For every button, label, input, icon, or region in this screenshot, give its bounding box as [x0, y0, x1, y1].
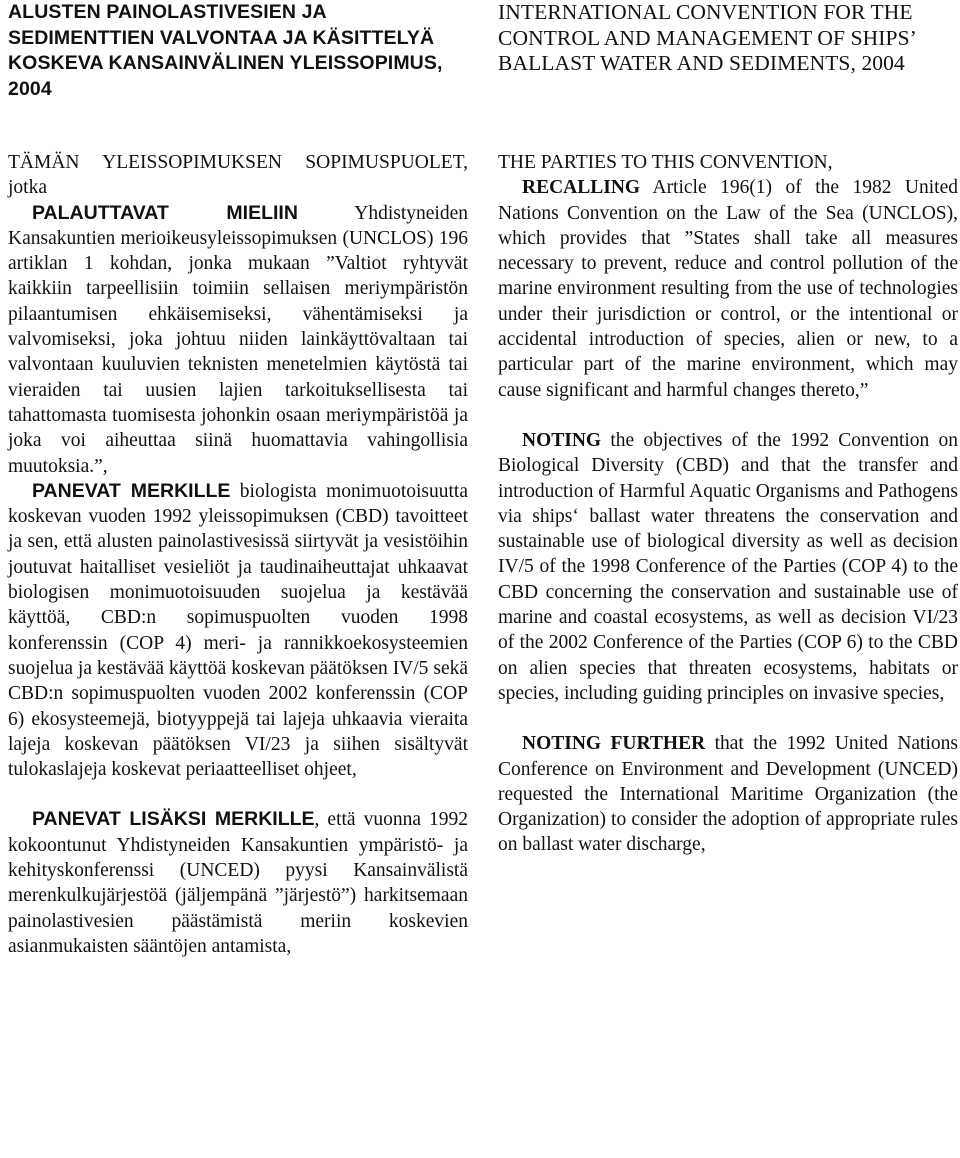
paragraph-gap — [8, 782, 468, 807]
finnish-title: ALUSTEN PAINOLASTIVESIEN JA SEDIMENTTIEN VALVONTAA JA KÄSITTELYÄ KOSKEVA KANSAINVÄLINEN YLEISSOPIMUS, 2004 — [8, 1, 443, 100]
finnish-parties: TÄMÄN YLEISSOPIMUKSEN SOPIMUSPUOLET, jotka — [8, 152, 468, 199]
finnish-paragraph-1 — [8, 201, 468, 479]
english-paragraph-1 — [498, 175, 958, 403]
finnish-body — [8, 150, 468, 959]
english-paragraph-2-lead: NOTING — [522, 429, 602, 451]
english-paragraph-3-lead: NOTING FURTHER — [522, 733, 706, 755]
finnish-paragraph-2-text: biologista monimuotoisuutta koskevan vuoden 1992 yleissopimuksen (CBD) tavoitteet ja sen, että alusten painolastivesissä siirtyvät ja vesistöihin joutuvat haitalliset vesieliöt ja taudinaiheuttajat uhkaavat biologisen monimuotoisuuden suojelua ja kestävää käyttöä, CBD:n sopimuspuolten vuoden 1998 konferenssin (COP 4) meri- ja rannikkoekosysteemien suojelua ja kestävää käyttöä koskevan päätöksen IV/5 sekä CBD:n sopimuspuolten vuoden 2002 konferenssin (COP 6) ekosysteemejä, biotyyppejä tai lajeja uhkaavia vieraita lajeja koskevan päätöksen VI/23 ja siihen sisältyvät tulokaslajeja koskevat periaatteelliset ohjeet, — [8, 480, 468, 781]
paragraph-gap — [498, 403, 958, 428]
english-body — [498, 150, 958, 858]
finnish-paragraph-3-text: , että vuonna 1992 kokoontunut Yhdistyneiden Kansakuntien ympäristö- ja kehityskonferenssi (UNCED) pyysi Kansainvälistä merenkulkujärjestöä (jäljempänä ”järjestö”) harkitsemaan painolastivesien päästämistä meriin koskevien asianmukaisten sääntöjen antamista, — [8, 809, 468, 957]
finnish-column — [8, 0, 468, 959]
english-parties: THE PARTIES TO THIS CONVENTION, — [498, 152, 833, 173]
english-paragraph-2-text: the objectives of the 1992 Convention on Biological Diversity (CBD) and that the transfer and introduction of Harmful Aquatic Organisms and Pathogens via ships‘ ballast water threatens the conservation and sustainable use of biological diversity as well as decision IV/5 of the 1998 Conference of the Parties (COP 4) to the CBD concerning the conservation and sustainable use of marine and coastal ecosystems, as well as decision VI/23 of the 2002 Conference of the Parties (COP 6) to the CBD on alien species that threaten ecosystems, habitats or species, including guiding principles on invasive species, — [498, 429, 958, 704]
finnish-paragraph-3-lead: PANEVAT LISÄKSI MERKILLE — [32, 808, 315, 831]
paragraph-gap — [498, 706, 958, 731]
finnish-paragraph-1-text: Yhdistyneiden Kansakuntien merioikeusyleissopimuksen (UNCLOS) 196 artiklan 1 kohdan, jonka mukaan ”Valtiot ryhtyvät kaikkiin tarpeellisiin toimiin sellaisen meriympäristön pilaantumisen ehkäisemiseksi, vähentämiseksi ja valvomiseksi, joka johtuu niiden lainkäyttövaltaan tai valvontaan kuuluvien teknisten menetelmien käytöstä tai vieraiden tai uusien lajien tarkoituksellisesta tai tahattomasta tuomisesta johonkin osaan meriympäristöä ja joka voi aiheuttaa siinä huomattavia vahingollisia muutoksia.”, — [8, 202, 469, 477]
finnish-paragraph-2-lead: PANEVAT MERKILLE — [32, 479, 231, 502]
finnish-paragraph-3 — [8, 807, 468, 959]
english-column — [498, 0, 958, 858]
english-paragraph-3-text: that the 1992 United Nations Conference on Environment and Development (UNCED) requested the International Maritime Organization (the Organization) to consider the adoption of appropriate rules on ballast water discharge, — [498, 733, 958, 856]
english-paragraph-1-text: Article 196(1) of the 1982 United Nations Convention on the Law of the Sea (UNCLOS), which provides that ”States shall take all measures necessary to prevent, reduce and control pollution of the marine environment resulting from the use of technologies under their jurisdiction or control, or the intentional or accidental introduction of species, alien or new, to a particular part of the marine environment, which may cause significant and harmful changes thereto,” — [498, 177, 958, 401]
finnish-paragraph-2 — [8, 479, 468, 783]
english-paragraph-1-lead: RECALLING — [522, 177, 641, 199]
english-title: INTERNATIONAL CONVENTION FOR THE CONTROL AND MANAGEMENT OF SHIPS’ BALLAST WATER AND SEDIMENTS, 2004 — [498, 0, 916, 75]
finnish-paragraph-1-lead: PALAUTTAVAT MIELIIN — [32, 201, 298, 224]
english-paragraph-2 — [498, 428, 958, 706]
english-paragraph-3 — [498, 731, 958, 857]
